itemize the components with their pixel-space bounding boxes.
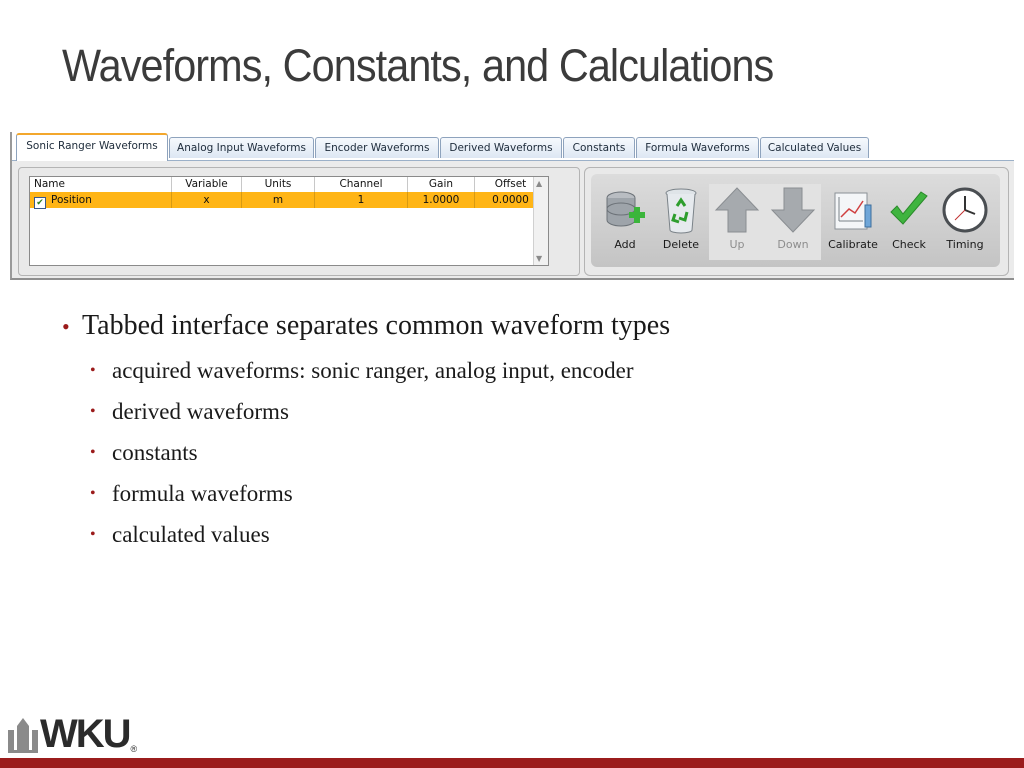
down-label: Down — [777, 238, 809, 251]
column-header-offset[interactable]: Offset — [475, 177, 547, 192]
cell-gain: 1.0000 — [408, 192, 475, 208]
check-label: Check — [892, 238, 926, 251]
tab-derived-waveforms[interactable]: Derived Waveforms — [440, 137, 562, 158]
timing-button[interactable] — [937, 184, 993, 260]
bullet-dot-icon: • — [62, 314, 70, 339]
logo-text: WKU — [40, 712, 130, 756]
waveform-grid-panel — [18, 167, 580, 276]
column-header-channel[interactable]: Channel — [315, 177, 408, 192]
column-header-variable[interactable]: Variable — [172, 177, 242, 192]
arrow-down-icon — [765, 184, 821, 236]
scroll-down-arrow-icon[interactable]: ▼ — [536, 254, 543, 263]
table-row[interactable] — [30, 192, 548, 208]
grid-header — [30, 177, 548, 192]
registered-mark: ® — [130, 744, 138, 754]
cell-variable: x — [172, 192, 242, 208]
toolbar-panel — [584, 167, 1009, 276]
cell-name — [30, 192, 172, 208]
tab-bar — [12, 132, 1014, 161]
cell-name-text: Position — [51, 194, 92, 206]
bullet-dot-icon: • — [90, 403, 96, 420]
checkmark-icon — [881, 184, 937, 236]
calibrate-button[interactable] — [825, 184, 881, 260]
vertical-scrollbar[interactable] — [533, 177, 548, 265]
tab-calculated-values[interactable]: Calculated Values — [760, 137, 869, 158]
up-button[interactable] — [709, 184, 765, 260]
app-screenshot — [10, 132, 1014, 280]
down-button[interactable] — [765, 184, 821, 260]
cell-offset: 0.0000 — [475, 192, 547, 208]
bullet-dot-icon: • — [90, 444, 96, 461]
bullet-dot-icon: • — [90, 362, 96, 379]
cell-channel: 1 — [315, 192, 408, 208]
sub-bullet-text: calculated values — [112, 522, 270, 547]
column-header-gain[interactable]: Gain — [408, 177, 475, 192]
add-database-icon — [597, 184, 653, 236]
tab-analog-input-waveforms[interactable]: Analog Input Waveforms — [169, 137, 314, 158]
delete-button[interactable] — [653, 184, 709, 260]
footer-bar — [0, 758, 1024, 768]
calibrate-icon — [825, 184, 881, 236]
wku-logo — [6, 710, 137, 754]
arrow-up-icon — [709, 184, 765, 236]
cell-units: m — [242, 192, 315, 208]
row-checkbox[interactable]: ✔ — [34, 197, 46, 209]
toolbar — [591, 174, 1000, 267]
recycle-bin-icon — [653, 184, 709, 236]
clock-icon — [937, 184, 993, 236]
bullet-main-text: Tabbed interface separates common waveform types — [82, 310, 671, 341]
timing-label: Timing — [946, 238, 984, 251]
column-header-units[interactable]: Units — [242, 177, 315, 192]
add-button[interactable] — [597, 184, 653, 260]
sub-bullet-text: constants — [112, 440, 198, 465]
tab-sonic-ranger-waveforms[interactable]: Sonic Ranger Waveforms — [16, 133, 168, 161]
sub-bullet-text: formula waveforms — [112, 481, 293, 506]
column-header-name[interactable]: Name — [30, 177, 172, 192]
sub-bullet-text: acquired waveforms: sonic ranger, analog input, encoder — [112, 358, 634, 383]
calibrate-label: Calibrate — [828, 238, 878, 251]
sub-bullet-text: derived waveforms — [112, 399, 289, 424]
tab-encoder-waveforms[interactable]: Encoder Waveforms — [315, 137, 439, 158]
bullet-dot-icon: • — [90, 526, 96, 543]
add-label: Add — [614, 238, 636, 251]
tab-constants[interactable]: Constants — [563, 137, 635, 158]
waveform-grid — [29, 176, 549, 266]
bullet-dot-icon: • — [90, 485, 96, 502]
scroll-up-arrow-icon[interactable]: ▲ — [536, 179, 543, 188]
check-button[interactable] — [881, 184, 937, 260]
up-label: Up — [729, 238, 745, 251]
delete-label: Delete — [662, 238, 700, 251]
cupola-logo-icon — [6, 716, 40, 754]
slide-title: Waveforms, Constants, and Calculations — [62, 40, 774, 91]
tab-formula-waveforms[interactable]: Formula Waveforms — [636, 137, 759, 158]
